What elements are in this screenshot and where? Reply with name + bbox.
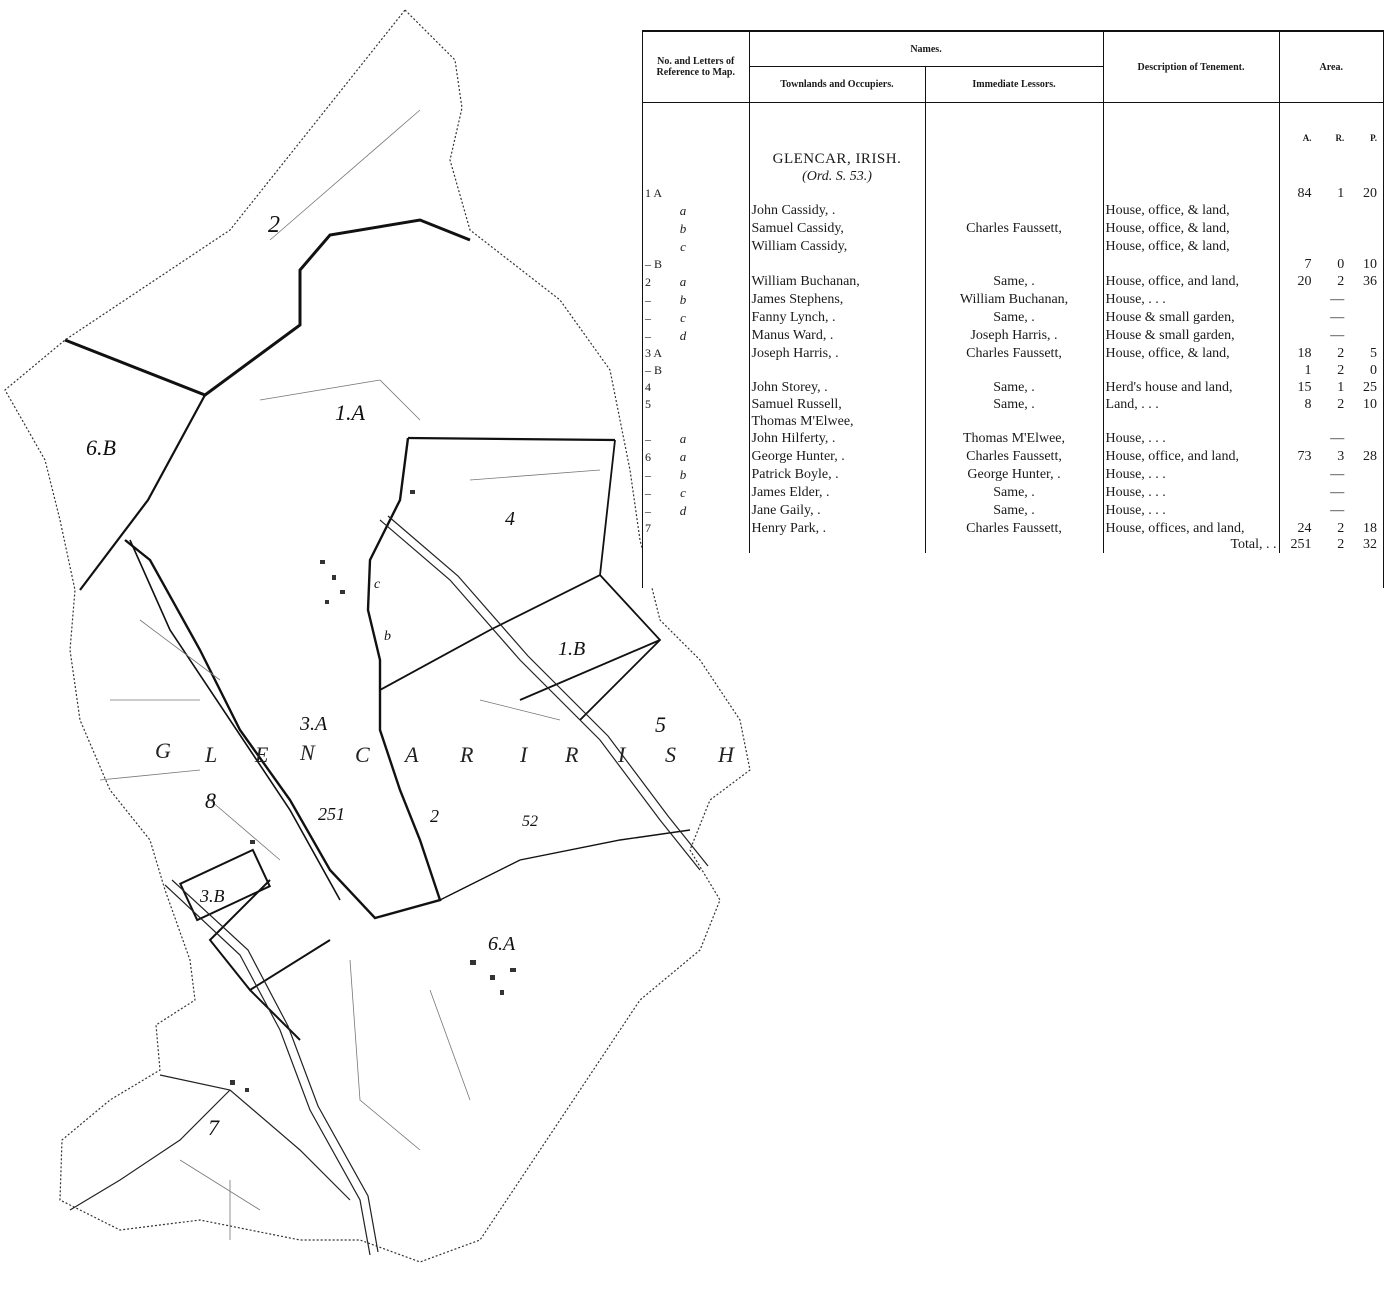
plot-boundary-1a-2 xyxy=(65,220,470,395)
townland-letter: N xyxy=(300,740,315,765)
desc-cell xyxy=(1103,413,1279,430)
lessor-cell: Same, . xyxy=(925,502,1103,520)
area-cell: 18 2 5 xyxy=(1297,346,1378,361)
lessor-cell: Same, . xyxy=(925,484,1103,502)
plot-label-6b: 6.B xyxy=(86,435,116,460)
desc-cell xyxy=(1103,256,1279,273)
plot-label-5: 5 xyxy=(655,712,666,737)
occupier-cell xyxy=(749,362,925,379)
occupier-cell: William Cassidy, xyxy=(749,238,925,256)
area-cell: 7 0 10 xyxy=(1304,257,1378,272)
plot-boundary-2pp xyxy=(440,830,690,900)
occupier-cell: Joseph Harris, . xyxy=(749,345,925,362)
plot-boundary-stream xyxy=(125,438,440,918)
plot-label-52: 52 xyxy=(522,813,538,830)
table-row xyxy=(643,238,1383,256)
header-ref: No. and Letters of Reference to Map. xyxy=(643,32,749,103)
plot-label-3b: 3.B xyxy=(200,886,225,906)
desc-cell: House, . . . xyxy=(1103,291,1279,309)
desc-cell: Land, . . . xyxy=(1103,396,1279,413)
total-roods: 2 xyxy=(1337,537,1345,552)
ref-cell: – a xyxy=(643,430,749,448)
total-acres: 251 xyxy=(1290,537,1312,552)
desc-cell: House, office, and land, xyxy=(1103,273,1279,291)
lessor-cell: Same, . xyxy=(925,379,1103,396)
area-cell: 73 3 28 xyxy=(1297,449,1378,464)
area-cell: 8 2 10 xyxy=(1304,397,1378,412)
townland-letter: I xyxy=(520,742,528,767)
ref-cell: – b xyxy=(643,291,749,309)
townland-title: GLENCAR, IRISH. xyxy=(772,151,902,167)
table-row xyxy=(643,430,1383,448)
lessor-cell xyxy=(925,362,1103,379)
townland-letter: G xyxy=(155,738,171,763)
table-row xyxy=(643,309,1383,327)
occupier-cell: James Stephens, xyxy=(749,291,925,309)
occupier-cell xyxy=(749,185,925,202)
area-cell: 1 2 0 xyxy=(1304,363,1378,378)
desc-cell: House, . . . xyxy=(1103,484,1279,502)
plot-label-251: 251 xyxy=(318,804,345,824)
plot-label-8: 8 xyxy=(205,788,216,813)
desc-cell: House, office, and land, xyxy=(1103,448,1279,466)
area-cell xyxy=(1279,238,1383,256)
area-cell: — xyxy=(1330,310,1345,325)
area-cell: — xyxy=(1330,485,1345,500)
lessor-cell: Joseph Harris, . xyxy=(925,327,1103,345)
lessor-cell xyxy=(925,238,1103,256)
occupier-cell: Samuel Cassidy, xyxy=(749,220,925,238)
ref-cell: 4 xyxy=(643,379,749,396)
header-area: Area. xyxy=(1279,32,1383,103)
lessor-cell xyxy=(925,185,1103,202)
ref-cell: – d xyxy=(643,327,749,345)
townland-letter: C xyxy=(355,742,370,767)
occupier-cell xyxy=(749,256,925,273)
ref-cell: – B xyxy=(643,362,749,379)
area-cell: 24 2 18 xyxy=(1297,521,1378,536)
header-names: Names. xyxy=(749,32,1103,67)
table-row xyxy=(643,396,1383,413)
townland-letter: S xyxy=(665,742,676,767)
area-cell: 15 1 25 xyxy=(1297,380,1378,395)
area-cell: — xyxy=(1330,431,1345,446)
ref-cell: 5 xyxy=(643,396,749,413)
table-row xyxy=(643,273,1383,291)
townland-name xyxy=(155,738,735,767)
desc-cell: House, office, & land, xyxy=(1103,220,1279,238)
total-label: Total, . . xyxy=(1103,537,1279,553)
lessor-cell: Charles Faussett, xyxy=(925,520,1103,537)
plot-label-7: 7 xyxy=(208,1115,219,1140)
occupier-cell: George Hunter, . xyxy=(749,448,925,466)
area-cell: — xyxy=(1330,328,1345,343)
ref-cell xyxy=(643,413,749,430)
table-row xyxy=(643,291,1383,309)
table-row xyxy=(643,327,1383,345)
total-perches: 32 xyxy=(1363,537,1378,552)
occupier-cell: John Hilferty, . xyxy=(749,430,925,448)
ref-cell: a xyxy=(643,202,749,220)
occupier-cell: James Elder, . xyxy=(749,484,925,502)
lessor-cell: Same, . xyxy=(925,396,1103,413)
plot-label-b: b xyxy=(384,629,391,644)
townland-letter: A xyxy=(405,742,419,767)
plot-label-c: c xyxy=(374,577,381,592)
header-lessors: Immediate Lessors. xyxy=(925,67,1103,103)
desc-cell: House & small garden, xyxy=(1103,309,1279,327)
area-cell xyxy=(1279,413,1383,430)
plot-label-3a: 3.A xyxy=(300,713,328,735)
road-main-edge xyxy=(172,880,378,1252)
area-cell xyxy=(1279,202,1383,220)
ref-cell: b xyxy=(643,220,749,238)
table-row xyxy=(643,502,1383,520)
plot-label-2pp: 2 xyxy=(430,806,439,826)
desc-cell: House, office, & land, xyxy=(1103,238,1279,256)
table-row xyxy=(643,466,1383,484)
desc-cell: House, . . . xyxy=(1103,502,1279,520)
field-lines xyxy=(100,110,600,1240)
townland-letter: L xyxy=(205,742,218,767)
townland-letter: E xyxy=(255,742,269,767)
plot-label-1b: 1.B xyxy=(558,638,586,660)
plot-label-6a: 6.A xyxy=(488,933,516,955)
townland-letter: I xyxy=(618,742,626,767)
ref-cell: – d xyxy=(643,502,749,520)
total-row xyxy=(643,537,1383,553)
occupier-cell: Jane Gaily, . xyxy=(749,502,925,520)
area-cell xyxy=(1279,220,1383,238)
ref-cell: 7 xyxy=(643,520,749,537)
occupier-cell: John Cassidy, . xyxy=(749,202,925,220)
ref-cell: – b xyxy=(643,466,749,484)
occupier-cell: Thomas M'Elwee, xyxy=(749,413,925,430)
lessor-cell: Charles Faussett, xyxy=(925,220,1103,238)
plot-label-2: 2 xyxy=(268,212,280,238)
occupier-cell: Manus Ward, . xyxy=(749,327,925,345)
occupier-cell: Patrick Boyle, . xyxy=(749,466,925,484)
occupier-cell: William Buchanan, xyxy=(749,273,925,291)
ref-cell: 3 A xyxy=(643,345,749,362)
plot-boundary-1b xyxy=(380,440,660,720)
occupier-cell: Fanny Lynch, . xyxy=(749,309,925,327)
header-description: Description of Tenement. xyxy=(1103,32,1279,103)
ref-cell: 1 A xyxy=(643,185,749,202)
desc-cell: House, . . . xyxy=(1103,430,1279,448)
plot-boundary-4 xyxy=(408,438,615,440)
area-units: A. R. P. xyxy=(1302,133,1378,143)
table-row xyxy=(643,520,1383,537)
valuation-table xyxy=(642,30,1384,588)
ref-cell: 2 a xyxy=(643,273,749,291)
desc-cell xyxy=(1103,185,1279,202)
table-row xyxy=(643,379,1383,396)
table-row xyxy=(643,202,1383,220)
lessor-cell xyxy=(925,202,1103,220)
ref-cell: – B xyxy=(643,256,749,273)
lessor-cell: Thomas M'Elwee, xyxy=(925,430,1103,448)
desc-cell: House & small garden, xyxy=(1103,327,1279,345)
lessor-cell: Charles Faussett, xyxy=(925,345,1103,362)
lessor-cell: Same, . xyxy=(925,273,1103,291)
lessor-cell: William Buchanan, xyxy=(925,291,1103,309)
table-row xyxy=(643,484,1383,502)
building-marks xyxy=(230,490,516,1092)
table-row xyxy=(643,345,1383,362)
area-cell: — xyxy=(1330,292,1345,307)
lessor-cell: Same, . xyxy=(925,309,1103,327)
road-main xyxy=(165,885,370,1255)
occupier-cell: Henry Park, . xyxy=(749,520,925,537)
townland-letter: R xyxy=(565,742,579,767)
table-row xyxy=(643,362,1383,379)
road-cross xyxy=(70,1075,350,1210)
lessor-cell: George Hunter, . xyxy=(925,466,1103,484)
desc-cell: House, . . . xyxy=(1103,466,1279,484)
plot-label-4: 4 xyxy=(505,508,515,530)
plot-label-1a: 1.A xyxy=(335,400,365,425)
lessor-cell: Charles Faussett, xyxy=(925,448,1103,466)
ref-cell: – c xyxy=(643,484,749,502)
desc-cell: House, offices, and land, xyxy=(1103,520,1279,537)
townland-letter: R xyxy=(460,742,474,767)
townland-letter: H xyxy=(718,742,734,767)
table-row xyxy=(643,185,1383,202)
table-row xyxy=(643,256,1383,273)
header-occupiers: Townlands and Occupiers. xyxy=(749,67,925,103)
ref-cell: 6 a xyxy=(643,448,749,466)
occupier-cell: John Storey, . xyxy=(749,379,925,396)
desc-cell: House, office, & land, xyxy=(1103,202,1279,220)
ordnance-sheet: (Ord. S. 53.) xyxy=(802,169,872,184)
ref-cell: c xyxy=(643,238,749,256)
area-cell: 84 1 20 xyxy=(1297,186,1378,201)
table-row xyxy=(643,448,1383,466)
area-cell: — xyxy=(1330,467,1345,482)
lessor-cell xyxy=(925,256,1103,273)
desc-cell: House, office, & land, xyxy=(1103,345,1279,362)
desc-cell: Herd's house and land, xyxy=(1103,379,1279,396)
plot-3b-box xyxy=(180,850,269,920)
plot-boundary-6b xyxy=(80,395,205,590)
area-cell: — xyxy=(1330,503,1345,518)
plot-boundary-lower xyxy=(210,880,330,1040)
townland-boundary xyxy=(5,10,750,1262)
table-row xyxy=(643,413,1383,430)
desc-cell xyxy=(1103,362,1279,379)
table-row xyxy=(643,220,1383,238)
occupier-cell: Samuel Russell, xyxy=(749,396,925,413)
area-cell: 20 2 36 xyxy=(1297,274,1378,289)
ref-cell: – c xyxy=(643,309,749,327)
lessor-cell xyxy=(925,413,1103,430)
